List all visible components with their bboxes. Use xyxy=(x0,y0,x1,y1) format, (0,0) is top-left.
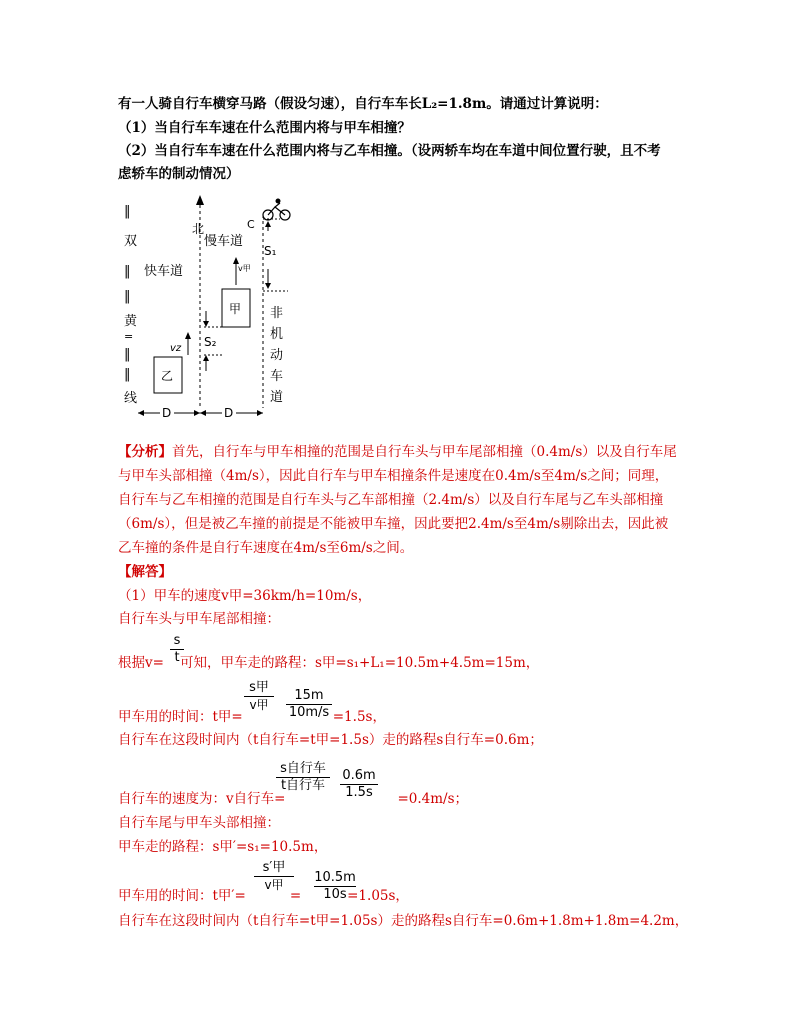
fraction-06m-over-15s: 0.6m 1.5s xyxy=(340,768,378,801)
solution-line-10: 自行车在这段时间内（t自行车=t甲=1.05s）走的路程s自行车=0.6m+1.8m+1.8m=4.2m， xyxy=(118,913,689,929)
slow-lane-label: 慢车道 xyxy=(204,234,244,249)
north-arrow-icon xyxy=(196,195,204,205)
s2-up-arrow-icon xyxy=(203,355,209,361)
solution-line-7: 自行车尾与甲车头部相撞： xyxy=(118,815,280,831)
analysis-line-2: 与甲车头部相撞（4m/s），因此自行车与甲车相撞条件是速度在0.4m/s至4m/s之间；同理， xyxy=(118,468,669,484)
bicycle-icon xyxy=(263,199,290,221)
question-2-line-2: 虑轿车的制动情况） xyxy=(118,166,240,182)
question-1: （1）当自行车车速在什么范围内将与甲车相撞？ xyxy=(118,120,411,136)
nonmotor-char-2: 动 xyxy=(270,348,284,363)
double-line-mark: ‖ xyxy=(124,204,131,219)
road-diagram xyxy=(118,193,318,423)
s2-label: S₂ xyxy=(204,335,217,349)
solution-line-6: 自行车的速度为：v自行车= =0.4m/s； xyxy=(118,791,469,807)
fast-lane-label: 快车道 xyxy=(144,264,184,279)
left-label-char-0: 双 xyxy=(124,234,138,249)
car-yi-velocity-arrow-icon xyxy=(185,332,191,339)
fraction-s-bike-over-t-bike: s自行车 t自行车 xyxy=(276,761,330,794)
fraction-15m-over-10ms: 15m 10m/s xyxy=(286,688,332,721)
analysis-tag: 【分析】 xyxy=(118,444,172,460)
fraction-105m-over-10s: 10.5m 10s xyxy=(314,870,356,902)
s1-up-arrow-icon xyxy=(265,221,271,227)
svg-text:‖: ‖ xyxy=(124,367,131,382)
point-c-label: C xyxy=(247,218,255,231)
left-label-char-1: 黄 xyxy=(124,314,138,329)
d-right-label: D xyxy=(224,406,234,420)
question-2-line-1: （2）当自行车车速在什么范围内将与乙车相撞。（设两轿车均在车道中间位置行驶，且不考 xyxy=(118,143,661,159)
north-label: 北 xyxy=(192,222,205,236)
solution-tag: 【解答】 xyxy=(118,564,172,580)
solution-line-3: 根据v= 可知，甲车走的路程：s甲=s₁+L₁=10.5m+4.5m=15m， xyxy=(118,655,540,671)
nonmotor-char-3: 车 xyxy=(270,369,284,384)
d-left-label: D xyxy=(162,406,172,420)
s2-down-arrow-icon xyxy=(203,321,209,327)
solution-line-9: 甲车用的时间：t甲′= = =1.05s， xyxy=(118,888,409,904)
solution-line-5: 自行车在这段时间内（t自行车=t甲=1.5s）走的路程s自行车=0.6m； xyxy=(118,732,543,748)
solution-line-1: （1）甲车的速度v甲=36km/h=10m/s， xyxy=(118,588,372,604)
svg-text:‖: ‖ xyxy=(124,289,131,304)
analysis-text-1: 首先，自行车与甲车相撞的范围是自行车头与甲车尾部相撞（0.4m/s）以及自行车尾 xyxy=(172,444,677,460)
fraction-s-over-t: s t xyxy=(170,633,184,666)
left-label-char-2: 线 xyxy=(124,391,138,406)
analysis-line-4: （6m/s），但是被乙车撞的前提是不能被甲车撞，因此要把2.4m/s至4m/s剔除出去，因此被 xyxy=(118,516,669,532)
nonmotor-char-4: 道 xyxy=(270,390,284,405)
v-jia-label: v甲 xyxy=(238,264,251,273)
car-yi-label: 乙 xyxy=(161,369,174,383)
svg-text:‖: ‖ xyxy=(124,347,131,362)
solution-line-2: 自行车头与甲车尾部相撞： xyxy=(118,611,280,627)
nonmotor-char-1: 机 xyxy=(270,327,284,342)
solution-line-4: 甲车用的时间：t甲= =1.5s， xyxy=(118,709,386,725)
analysis-line-1 xyxy=(118,443,677,461)
v-yi-label: vz xyxy=(170,343,182,354)
analysis-line-3: 自行车与乙车相撞的范围是自行车头与乙车部相撞（2.4m/s）以及自行车尾与乙车头部相撞 xyxy=(118,492,664,508)
s1-down-arrow-icon xyxy=(265,283,271,289)
analysis-line-5: 乙车撞的条件是自行车速度在4m/s至6m/s之间。 xyxy=(118,540,414,556)
fraction-s-jia-over-v-jia: s甲 v甲 xyxy=(244,680,274,713)
solution-line-8: 甲车走的路程：s甲′=s₁=10.5m， xyxy=(118,839,328,855)
car-jia-velocity-arrow-icon xyxy=(233,257,239,264)
svg-text:‖: ‖ xyxy=(124,264,131,279)
nonmotor-char-0: 非 xyxy=(270,306,284,321)
problem-line-1: 有一人骑自行车横穿马路（假设匀速），自行车车长L₂=1.8m。请通过计算说明： xyxy=(118,96,608,112)
fraction-s-prime-jia-over-v-jia: s′甲 v甲 xyxy=(254,860,294,893)
s1-label: S₁ xyxy=(264,244,277,258)
svg-text:=: = xyxy=(124,330,134,343)
car-jia-label: 甲 xyxy=(229,302,242,316)
